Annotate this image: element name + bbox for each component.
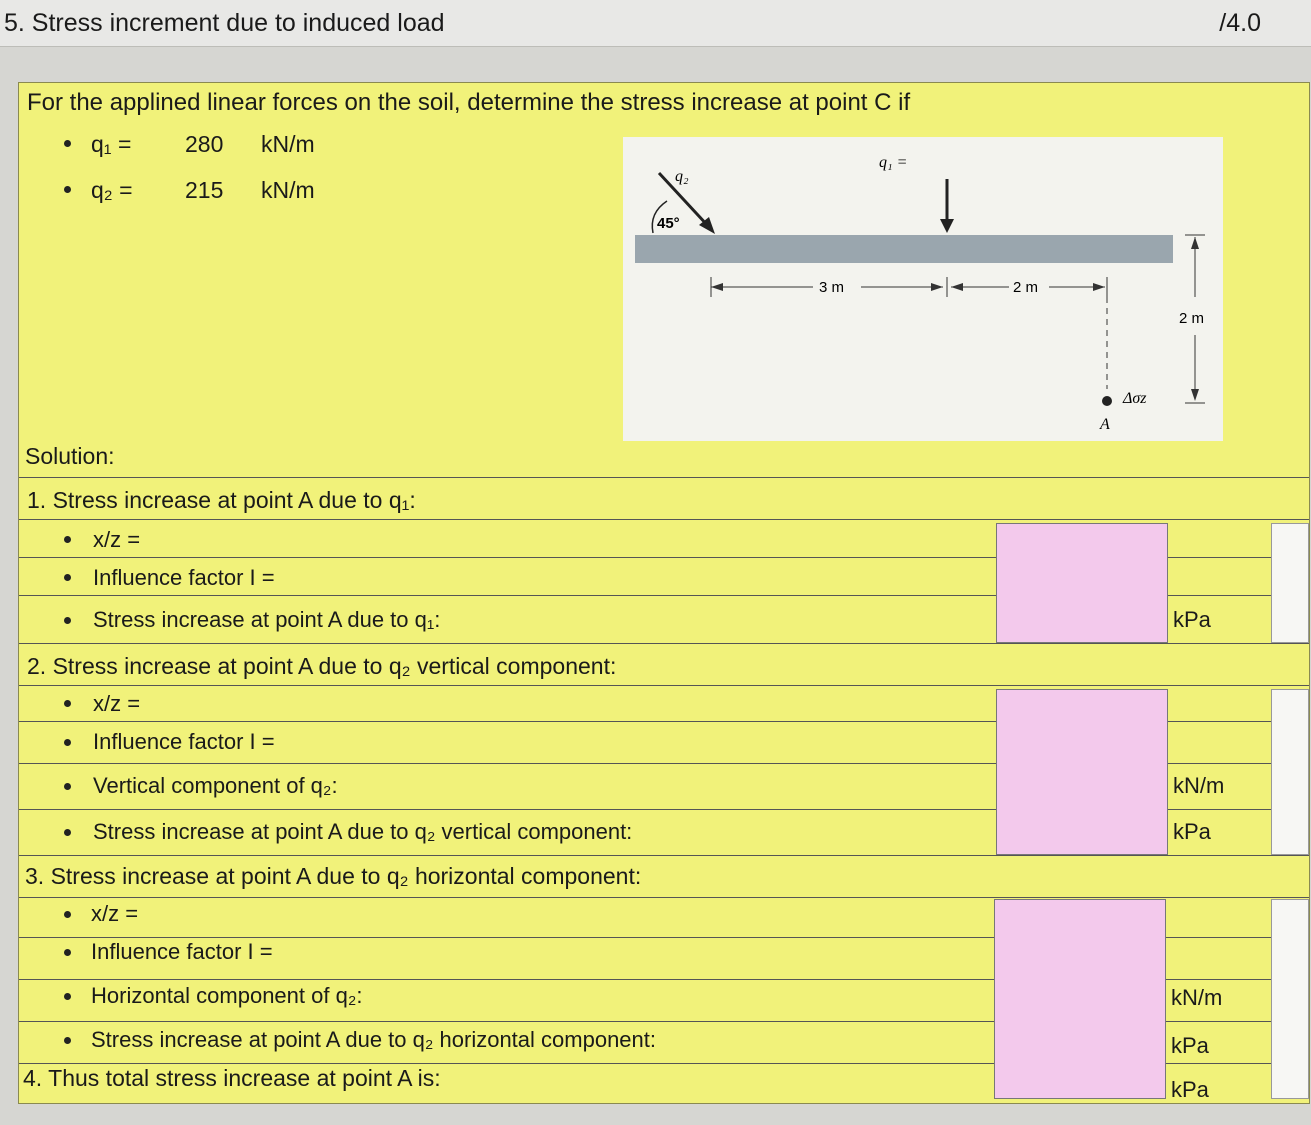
dim-arrow-icon bbox=[951, 283, 963, 291]
s2-stress-label: Stress increase at point A due to q₂ vertical component: bbox=[93, 819, 633, 844]
dim-arrow-icon bbox=[1191, 389, 1199, 401]
s2-component-label: Vertical component of q₂: bbox=[93, 773, 338, 798]
bullet-icon bbox=[64, 617, 71, 624]
bullet-icon bbox=[64, 700, 71, 707]
bullet-icon bbox=[64, 949, 71, 956]
delta-sigma-label: Δσz bbox=[1123, 390, 1147, 407]
bullet-icon bbox=[64, 829, 71, 836]
q1-label: q₁ = bbox=[879, 154, 908, 171]
row-divider bbox=[19, 685, 1309, 686]
problem-prompt: For the applined linear forces on the soil, determine the stress increase at point C if bbox=[27, 89, 911, 116]
dim-2m-horizontal-label: 2 m bbox=[1013, 279, 1039, 296]
section-4-title: 4. Thus total stress increase at point A is: bbox=[23, 1065, 441, 1091]
s2-influence-label: Influence factor I = bbox=[93, 729, 275, 754]
question-title: 5. Stress increment due to induced load bbox=[4, 9, 445, 37]
bullet-icon bbox=[64, 993, 71, 1000]
solution-heading: Solution: bbox=[25, 443, 115, 469]
given-q2-label: q₂ = bbox=[91, 177, 133, 203]
s2-feedback-box bbox=[1271, 689, 1309, 855]
s2-answer-box[interactable] bbox=[996, 689, 1168, 855]
dim-3m-label: 3 m bbox=[819, 279, 845, 296]
s3-component-unit: kN/m bbox=[1171, 985, 1223, 1010]
s3-stress-unit: kPa bbox=[1171, 1033, 1209, 1058]
row-divider bbox=[19, 519, 1309, 520]
s1-answer-box[interactable] bbox=[996, 523, 1168, 643]
s3-xz-label: x/z = bbox=[91, 901, 139, 926]
point-a-label: A bbox=[1100, 416, 1110, 433]
given-q1-label: q₁ = bbox=[91, 131, 132, 157]
row-divider bbox=[19, 897, 1309, 898]
bullet-icon bbox=[64, 783, 71, 790]
s3-answer-box[interactable] bbox=[994, 899, 1166, 1099]
given-q2-unit: kN/m bbox=[261, 177, 315, 203]
s1-feedback-box bbox=[1271, 523, 1309, 643]
s2-component-unit: kN/m bbox=[1173, 773, 1225, 798]
given-q1-value: 280 bbox=[185, 131, 224, 157]
bullet-icon bbox=[64, 1037, 71, 1044]
bullet-icon bbox=[64, 911, 71, 918]
s3-influence-label: Influence factor I = bbox=[91, 939, 273, 964]
given-q2-value: 215 bbox=[185, 177, 224, 203]
section-1-title: 1. Stress increase at point A due to q₁: bbox=[27, 487, 416, 513]
row-divider bbox=[19, 477, 1309, 478]
s3-stress-label: Stress increase at point A due to q₂ horizontal component: bbox=[91, 1027, 656, 1052]
s1-xz-label: x/z = bbox=[93, 527, 141, 552]
dim-2m-vertical-label: 2 m bbox=[1179, 310, 1205, 327]
bullet-icon bbox=[64, 739, 71, 746]
bullet-icon bbox=[64, 574, 71, 581]
point-a-marker bbox=[1102, 396, 1112, 406]
q1-arrowhead-icon bbox=[940, 219, 954, 233]
dim-arrow-icon bbox=[1191, 237, 1199, 249]
worksheet bbox=[18, 82, 1310, 1104]
bullet-icon bbox=[64, 536, 71, 543]
s2-xz-label: x/z = bbox=[93, 691, 141, 716]
s1-stress-label: Stress increase at point A due to q₁: bbox=[93, 607, 441, 632]
s3-component-label: Horizontal component of q₂: bbox=[91, 983, 363, 1008]
row-divider bbox=[19, 855, 1309, 856]
s4-unit: kPa bbox=[1171, 1077, 1209, 1102]
loading-diagram bbox=[623, 137, 1223, 441]
section-3-title: 3. Stress increase at point A due to q₂ horizontal component: bbox=[25, 863, 642, 889]
bullet-icon bbox=[64, 186, 71, 193]
dim-arrow-icon bbox=[1093, 283, 1105, 291]
s2-stress-unit: kPa bbox=[1173, 819, 1211, 844]
s1-influence-label: Influence factor I = bbox=[93, 565, 275, 590]
question-header bbox=[0, 0, 1311, 47]
q2-label: q₂ bbox=[675, 168, 689, 185]
given-q1-unit: kN/m bbox=[261, 131, 315, 157]
dim-arrow-icon bbox=[931, 283, 943, 291]
loading-diagram-svg bbox=[623, 137, 1223, 441]
s3-feedback-box bbox=[1271, 899, 1309, 1099]
dim-arrow-icon bbox=[711, 283, 723, 291]
angle-label: 45° bbox=[657, 215, 680, 232]
bullet-icon bbox=[64, 140, 71, 147]
question-score: /4.0 bbox=[1219, 9, 1261, 37]
row-divider bbox=[19, 643, 1309, 644]
section-2-title: 2. Stress increase at point A due to q₂ vertical component: bbox=[27, 653, 617, 679]
footing-strip bbox=[635, 235, 1173, 263]
s1-stress-unit: kPa bbox=[1173, 607, 1211, 632]
